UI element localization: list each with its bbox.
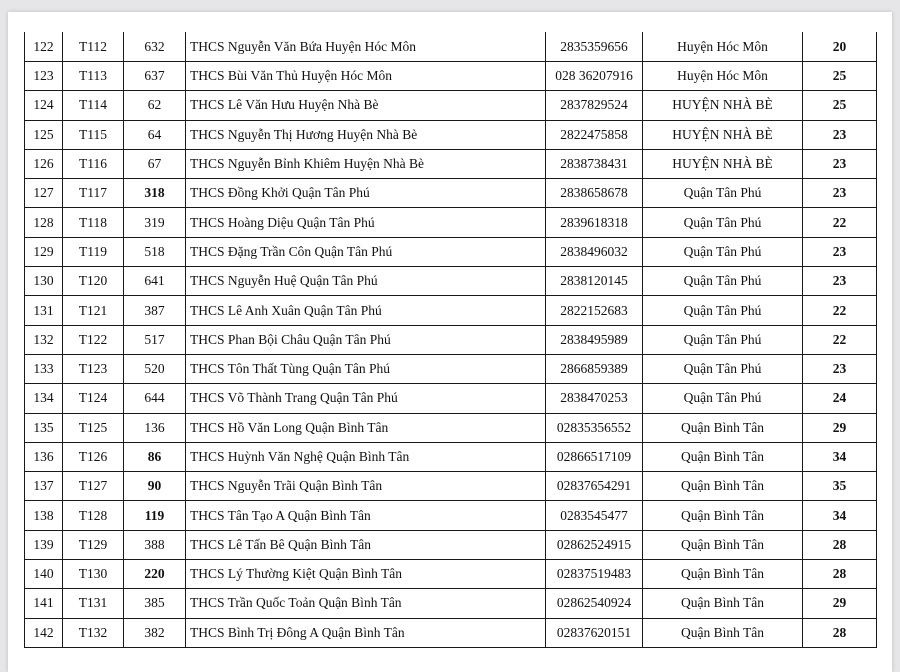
cell-school-name: THCS Tân Tạo A Quận Bình Tân [186, 501, 546, 530]
cell-count: 20 [803, 32, 877, 62]
cell-school-name: THCS Tôn Thất Tùng Quận Tân Phú [186, 354, 546, 383]
cell-number: 220 [124, 560, 186, 589]
cell-district: HUYỆN NHÀ BÈ [643, 120, 803, 149]
cell-phone: 2866859389 [546, 354, 643, 383]
cell-stt: 134 [25, 384, 63, 413]
cell-code: T112 [63, 32, 124, 62]
table-row [25, 589, 877, 618]
cell-number: 387 [124, 296, 186, 325]
cell-number: 388 [124, 530, 186, 559]
cell-stt: 125 [25, 120, 63, 149]
cell-school-name: THCS Hoàng Diệu Quận Tân Phú [186, 208, 546, 237]
cell-code: T132 [63, 618, 124, 647]
table-row [25, 413, 877, 442]
cell-number: 62 [124, 91, 186, 120]
cell-count: 29 [803, 589, 877, 618]
cell-number: 64 [124, 120, 186, 149]
cell-district: Quận Tân Phú [643, 296, 803, 325]
cell-phone: 2822152683 [546, 296, 643, 325]
cell-count: 24 [803, 384, 877, 413]
cell-stt: 132 [25, 325, 63, 354]
cell-district: Quận Tân Phú [643, 237, 803, 266]
cell-stt: 129 [25, 237, 63, 266]
cell-school-name: THCS Lê Anh Xuân Quận Tân Phú [186, 296, 546, 325]
cell-code: T113 [63, 62, 124, 91]
cell-number: 520 [124, 354, 186, 383]
cell-count: 28 [803, 560, 877, 589]
cell-number: 517 [124, 325, 186, 354]
cell-district: Quận Tân Phú [643, 179, 803, 208]
cell-stt: 133 [25, 354, 63, 383]
cell-stt: 142 [25, 618, 63, 647]
cell-stt: 130 [25, 267, 63, 296]
cell-district: Quận Bình Tân [643, 472, 803, 501]
cell-count: 28 [803, 618, 877, 647]
cell-district: Quận Tân Phú [643, 325, 803, 354]
cell-district: Quận Tân Phú [643, 384, 803, 413]
table-row [25, 384, 877, 413]
cell-stt: 136 [25, 442, 63, 471]
table-row [25, 442, 877, 471]
cell-phone: 2837829524 [546, 91, 643, 120]
cell-count: 29 [803, 413, 877, 442]
cell-district: Quận Bình Tân [643, 618, 803, 647]
cell-district: HUYỆN NHÀ BÈ [643, 91, 803, 120]
cell-number: 382 [124, 618, 186, 647]
cell-count: 22 [803, 296, 877, 325]
table-row [25, 237, 877, 266]
cell-phone: 2838658678 [546, 179, 643, 208]
table-row [25, 208, 877, 237]
cell-code: T115 [63, 120, 124, 149]
cell-phone: 2835359656 [546, 32, 643, 62]
cell-count: 23 [803, 179, 877, 208]
cell-number: 86 [124, 442, 186, 471]
table-row [25, 618, 877, 647]
cell-stt: 131 [25, 296, 63, 325]
cell-count: 23 [803, 120, 877, 149]
cell-count: 25 [803, 91, 877, 120]
table-row [25, 296, 877, 325]
cell-number: 318 [124, 179, 186, 208]
cell-phone: 2838470253 [546, 384, 643, 413]
cell-school-name: THCS Bình Trị Đông A Quận Bình Tân [186, 618, 546, 647]
cell-phone: 2838496032 [546, 237, 643, 266]
document-page [8, 12, 892, 672]
table-row [25, 62, 877, 91]
cell-code: T131 [63, 589, 124, 618]
cell-code: T120 [63, 267, 124, 296]
cell-count: 23 [803, 267, 877, 296]
cell-stt: 139 [25, 530, 63, 559]
cell-district: Quận Bình Tân [643, 501, 803, 530]
table-row [25, 267, 877, 296]
cell-phone: 0283545477 [546, 501, 643, 530]
cell-phone: 028 36207916 [546, 62, 643, 91]
cell-district: Quận Tân Phú [643, 208, 803, 237]
cell-school-name: THCS Nguyễn Bỉnh Khiêm Huyện Nhà Bè [186, 149, 546, 178]
table-row [25, 32, 877, 62]
cell-school-name: THCS Lý Thường Kiệt Quận Bình Tân [186, 560, 546, 589]
cell-code: T128 [63, 501, 124, 530]
cell-stt: 124 [25, 91, 63, 120]
cell-district: Quận Bình Tân [643, 413, 803, 442]
cell-school-name: THCS Nguyễn Huệ Quận Tân Phú [186, 267, 546, 296]
cell-number: 319 [124, 208, 186, 237]
table-row [25, 120, 877, 149]
cell-code: T129 [63, 530, 124, 559]
school-table [24, 32, 877, 648]
cell-code: T118 [63, 208, 124, 237]
cell-code: T126 [63, 442, 124, 471]
cell-code: T127 [63, 472, 124, 501]
cell-count: 25 [803, 62, 877, 91]
cell-district: Huyện Hóc Môn [643, 32, 803, 62]
cell-count: 35 [803, 472, 877, 501]
cell-code: T123 [63, 354, 124, 383]
cell-number: 632 [124, 32, 186, 62]
cell-school-name: THCS Võ Thành Trang Quận Tân Phú [186, 384, 546, 413]
table-row [25, 149, 877, 178]
cell-district: Huyện Hóc Môn [643, 62, 803, 91]
table-row [25, 472, 877, 501]
cell-phone: 02837654291 [546, 472, 643, 501]
cell-district: Quận Tân Phú [643, 354, 803, 383]
cell-stt: 128 [25, 208, 63, 237]
cell-count: 23 [803, 149, 877, 178]
cell-number: 385 [124, 589, 186, 618]
cell-school-name: THCS Phan Bội Châu Quận Tân Phú [186, 325, 546, 354]
cell-phone: 02837620151 [546, 618, 643, 647]
cell-district: HUYỆN NHÀ BÈ [643, 149, 803, 178]
cell-phone: 2838495989 [546, 325, 643, 354]
cell-count: 28 [803, 530, 877, 559]
cell-district: Quận Bình Tân [643, 560, 803, 589]
cell-phone: 2822475858 [546, 120, 643, 149]
cell-district: Quận Bình Tân [643, 442, 803, 471]
cell-phone: 02835356552 [546, 413, 643, 442]
cell-code: T121 [63, 296, 124, 325]
cell-phone: 02866517109 [546, 442, 643, 471]
cell-number: 136 [124, 413, 186, 442]
cell-count: 22 [803, 208, 877, 237]
cell-number: 119 [124, 501, 186, 530]
cell-code: T125 [63, 413, 124, 442]
cell-phone: 02862524915 [546, 530, 643, 559]
cell-code: T130 [63, 560, 124, 589]
table-body [25, 32, 877, 647]
cell-number: 644 [124, 384, 186, 413]
cell-district: Quận Bình Tân [643, 589, 803, 618]
cell-phone: 2839618318 [546, 208, 643, 237]
cell-code: T124 [63, 384, 124, 413]
cell-school-name: THCS Lê Văn Hưu Huyện Nhà Bè [186, 91, 546, 120]
cell-stt: 141 [25, 589, 63, 618]
table-row [25, 501, 877, 530]
cell-phone: 02837519483 [546, 560, 643, 589]
cell-school-name: THCS Lê Tấn Bê Quận Bình Tân [186, 530, 546, 559]
cell-number: 67 [124, 149, 186, 178]
cell-count: 23 [803, 354, 877, 383]
cell-stt: 138 [25, 501, 63, 530]
table-row [25, 91, 877, 120]
cell-code: T117 [63, 179, 124, 208]
cell-school-name: THCS Hồ Văn Long Quận Bình Tân [186, 413, 546, 442]
cell-stt: 137 [25, 472, 63, 501]
cell-school-name: THCS Đặng Trần Côn Quận Tân Phú [186, 237, 546, 266]
cell-school-name: THCS Bùi Văn Thủ Huyện Hóc Môn [186, 62, 546, 91]
cell-number: 641 [124, 267, 186, 296]
cell-stt: 135 [25, 413, 63, 442]
cell-district: Quận Bình Tân [643, 530, 803, 559]
table-row [25, 354, 877, 383]
table-row [25, 179, 877, 208]
cell-stt: 123 [25, 62, 63, 91]
cell-count: 23 [803, 237, 877, 266]
cell-school-name: THCS Nguyễn Trãi Quận Bình Tân [186, 472, 546, 501]
cell-code: T114 [63, 91, 124, 120]
cell-count: 34 [803, 442, 877, 471]
cell-stt: 126 [25, 149, 63, 178]
cell-school-name: THCS Trần Quốc Toản Quận Bình Tân [186, 589, 546, 618]
cell-phone: 2838120145 [546, 267, 643, 296]
cell-count: 34 [803, 501, 877, 530]
cell-school-name: THCS Đồng Khởi Quận Tân Phú [186, 179, 546, 208]
table-row [25, 530, 877, 559]
cell-phone: 02862540924 [546, 589, 643, 618]
cell-school-name: THCS Nguyễn Thị Hương Huyện Nhà Bè [186, 120, 546, 149]
cell-phone: 2838738431 [546, 149, 643, 178]
cell-district: Quận Tân Phú [643, 267, 803, 296]
cell-stt: 122 [25, 32, 63, 62]
cell-code: T119 [63, 237, 124, 266]
cell-number: 637 [124, 62, 186, 91]
cell-number: 518 [124, 237, 186, 266]
cell-code: T116 [63, 149, 124, 178]
cell-count: 22 [803, 325, 877, 354]
cell-stt: 127 [25, 179, 63, 208]
table-row [25, 325, 877, 354]
cell-number: 90 [124, 472, 186, 501]
cell-school-name: THCS Nguyễn Văn Bứa Huyện Hóc Môn [186, 32, 546, 62]
cell-stt: 140 [25, 560, 63, 589]
cell-code: T122 [63, 325, 124, 354]
table-row [25, 560, 877, 589]
cell-school-name: THCS Huỳnh Văn Nghệ Quận Bình Tân [186, 442, 546, 471]
